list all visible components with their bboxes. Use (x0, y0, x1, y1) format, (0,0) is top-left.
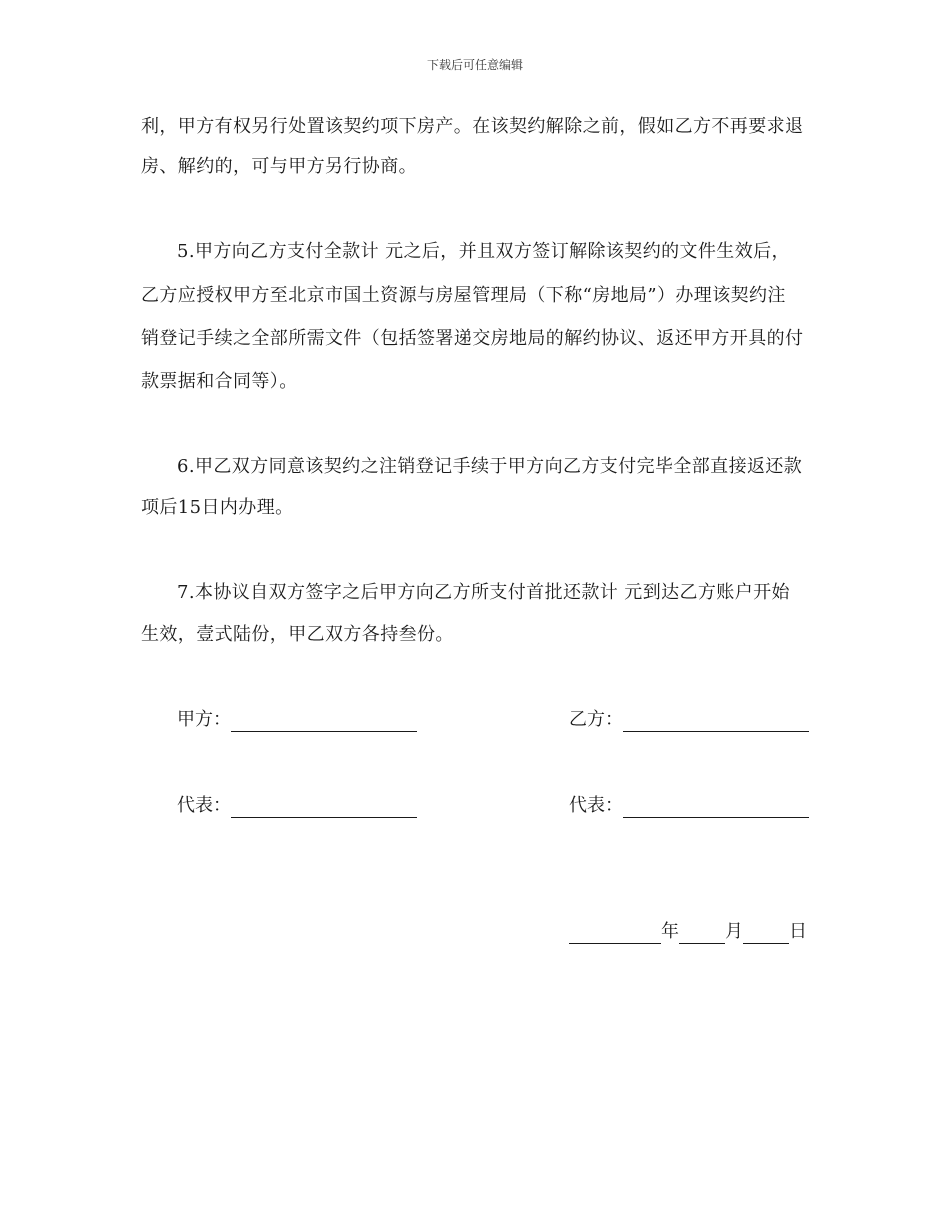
paragraph-7-line-2: 生效，壹式陆份，甲乙双方各持叁份。 (141, 624, 454, 645)
page-header: 下载后可任意编辑 (426, 58, 523, 72)
day-blank[interactable] (743, 923, 789, 944)
year-label: 年 (661, 921, 679, 942)
party-a-signature-line[interactable] (231, 711, 417, 732)
paragraph-4-line-1: 利，甲方有权另行处置该契约项下房产。在该契约解除之前，假如乙方不再要求退 (141, 116, 804, 137)
paragraph-5-line-2: 乙方应授权甲方至北京市国土资源与房屋管理局（下称“房地局”）办理该契约注 (141, 285, 786, 306)
rep-b-signature-line[interactable] (623, 797, 809, 818)
year-blank[interactable] (569, 923, 661, 944)
paragraph-4-line-2: 房、解约的，可与甲方另行协商。 (141, 156, 417, 177)
rep-a-signature (177, 794, 417, 818)
paragraph-5-line-1: 5.甲方向乙方支付全款计 元之后，并且双方签订解除该契约的文件生效后， (177, 241, 790, 262)
paragraph-5-line-3: 销登记手续之全部所需文件（包括签署递交房地局的解约协议、返还甲方开具的付 (141, 328, 804, 349)
party-b-signature (569, 708, 809, 732)
party-a-label: 甲方： (177, 709, 231, 730)
paragraph-5-line-4: 款票据和合同等）。 (141, 371, 298, 392)
party-a-signature (177, 708, 417, 732)
rep-a-label: 代表： (177, 795, 231, 816)
paragraph-6-line-1: 6.甲乙双方同意该契约之注销登记手续于甲方向乙方支付完毕全部直接返还款 (177, 456, 803, 477)
rep-b-signature (569, 794, 809, 818)
party-b-label: 乙方： (569, 709, 623, 730)
paragraph-7-line-1: 7.本协议自双方签字之后甲方向乙方所支付首批还款计 元到达乙方账户开始 (177, 582, 790, 603)
day-label: 日 (789, 921, 807, 942)
rep-a-signature-line[interactable] (231, 797, 417, 818)
paragraph-6-line-2: 项后15日内办理。 (141, 497, 294, 518)
rep-b-label: 代表： (569, 795, 623, 816)
date-line (569, 920, 807, 944)
month-blank[interactable] (679, 923, 725, 944)
month-label: 月 (725, 921, 743, 942)
party-b-signature-line[interactable] (623, 711, 809, 732)
